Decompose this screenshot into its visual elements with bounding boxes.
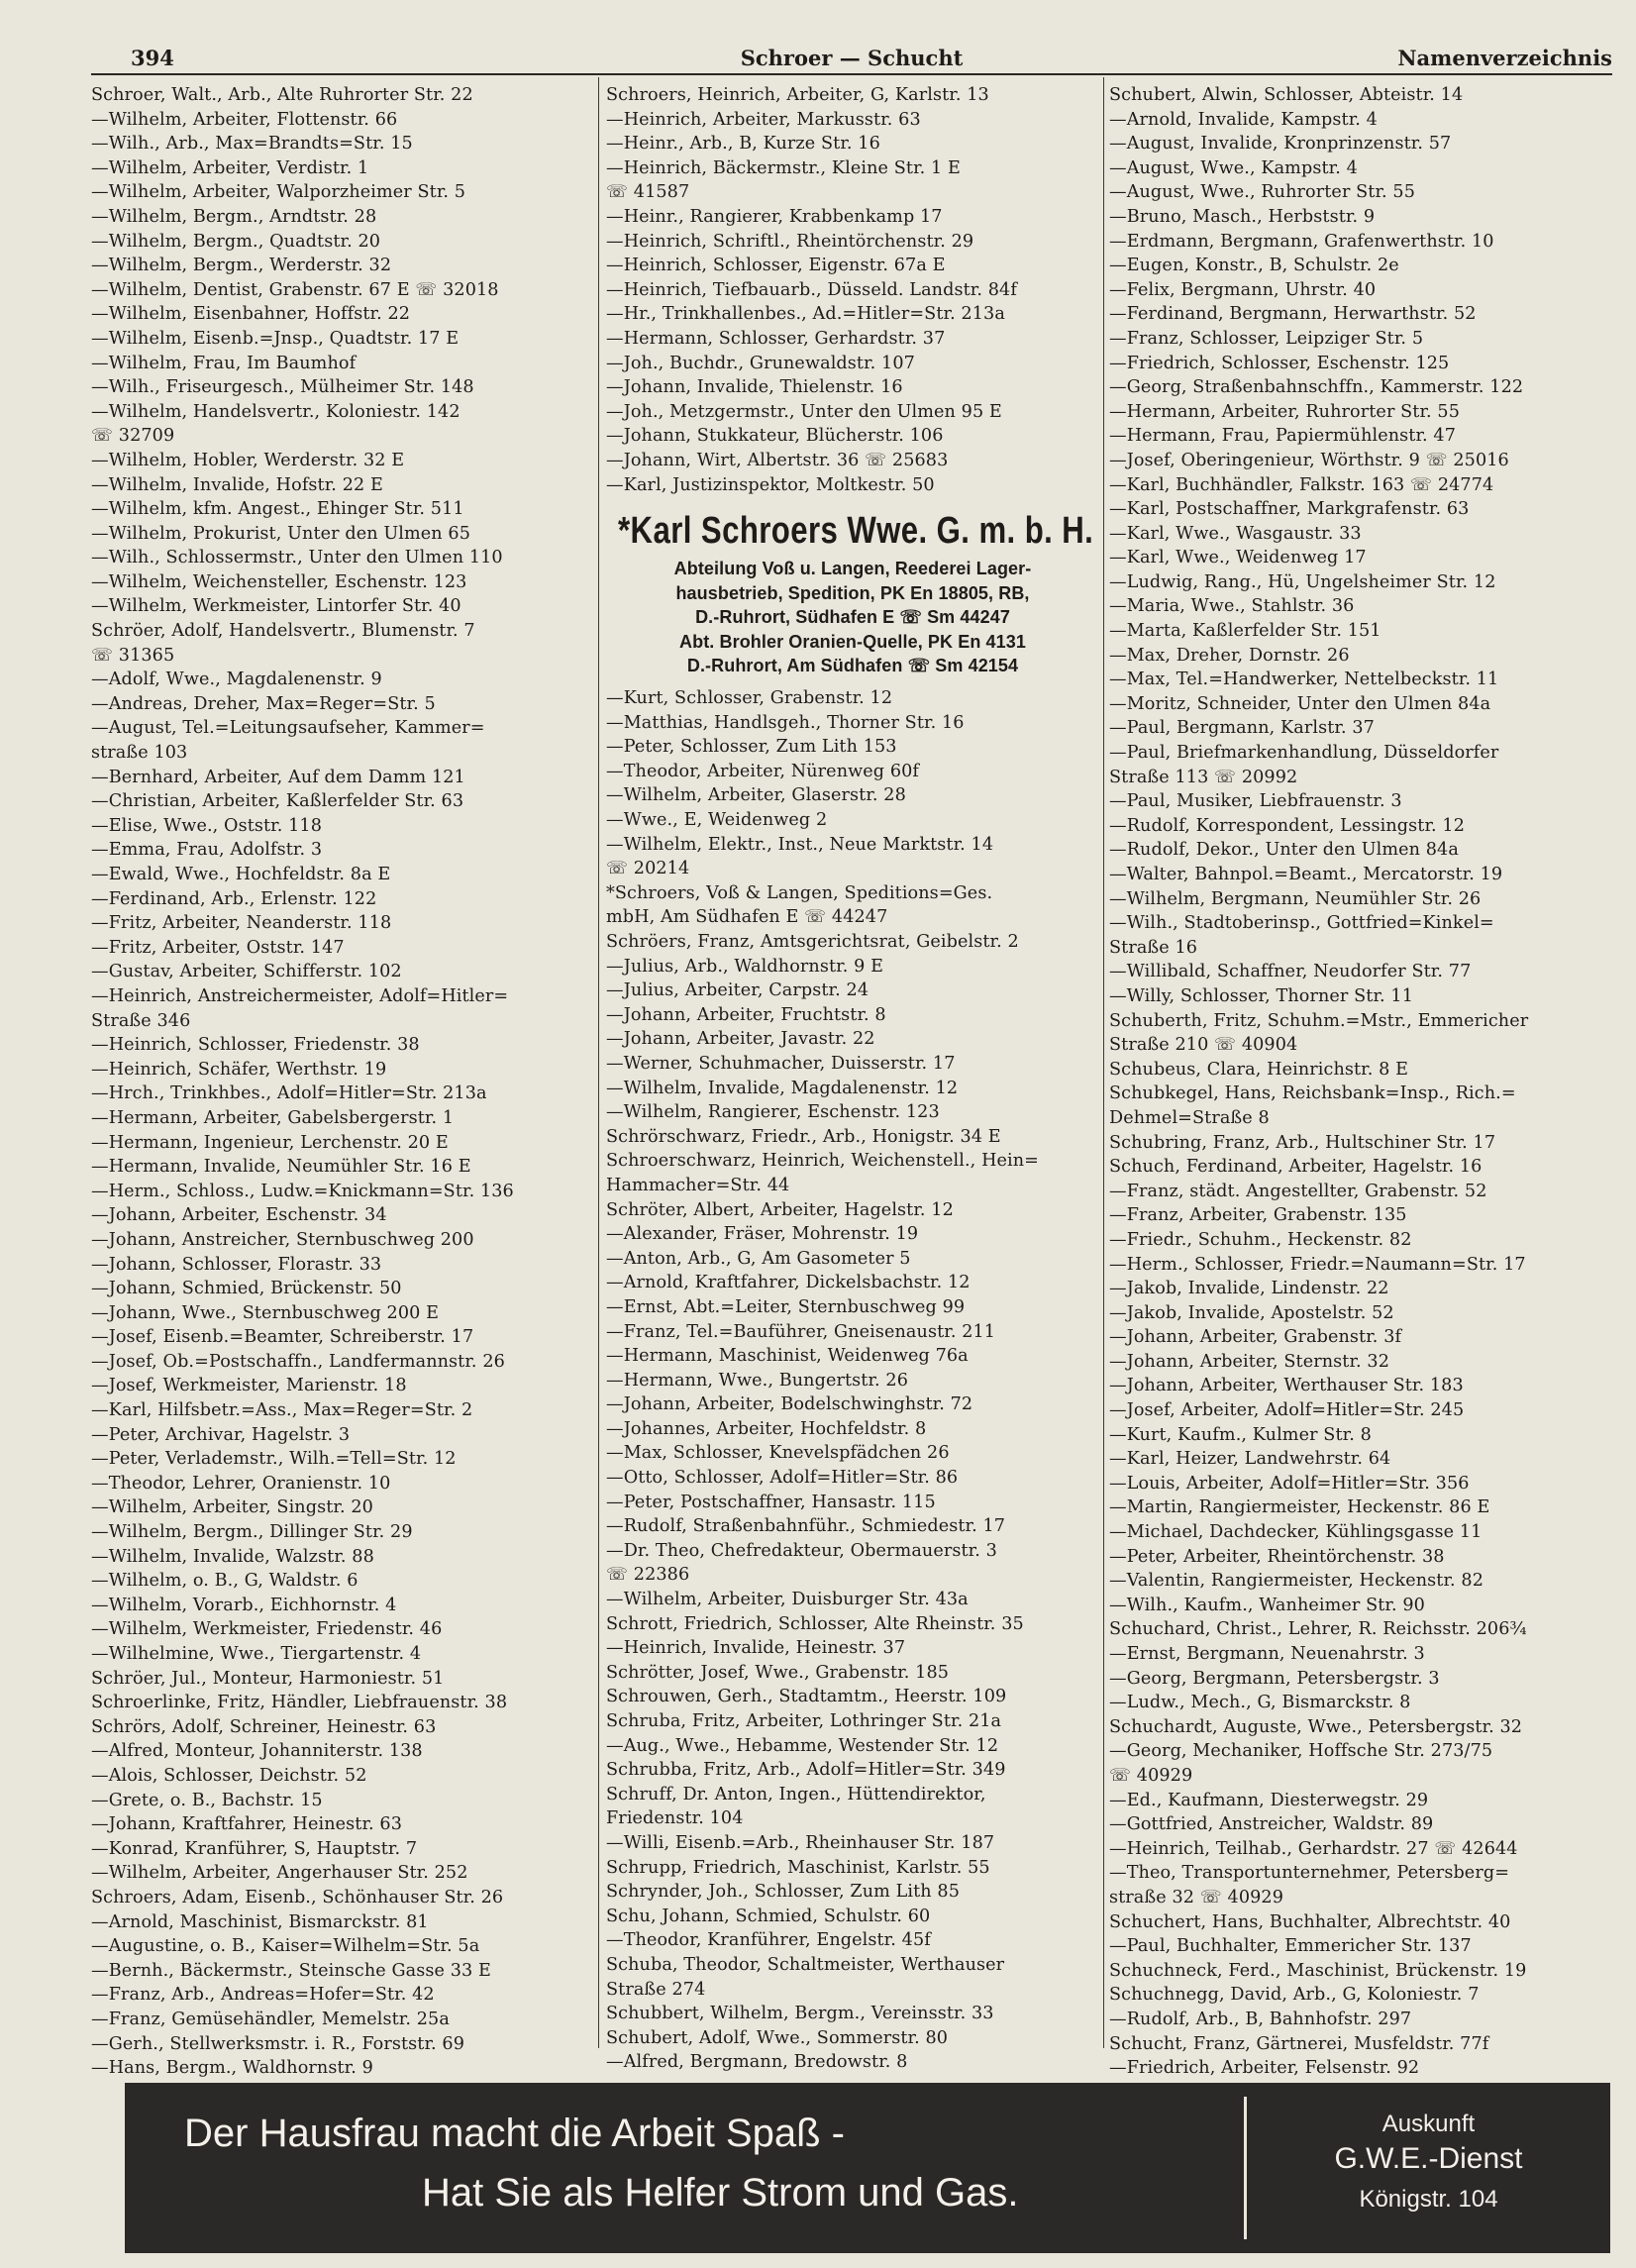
directory-entry: —Wwe., E, Weidenweg 2 [606, 810, 828, 831]
directory-entry: Dehmel=Straße 8 [1109, 1107, 1270, 1128]
directory-entry: —Franz, Schlosser, Leipziger Str. 5 [1109, 328, 1424, 349]
footer-advertisement [125, 2083, 1610, 2253]
directory-entry: —Alexander, Fräser, Mohrenstr. 19 [606, 1224, 919, 1245]
directory-entry: ☏ 22386 [606, 1565, 690, 1586]
column-2-top-entries [606, 83, 1099, 497]
directory-entry: —August, Tel.=Leitungsaufseher, Kammer= [91, 718, 485, 739]
directory-entry: Schuchardt, Auguste, Wwe., Petersbergstr. 32 [1109, 1716, 1523, 1737]
directory-entry: Schubkegel, Hans, Reichsbank=Insp., Rich.= [1109, 1083, 1516, 1104]
directory-entry: Schruff, Dr. Anton, Ingen., Hüttendirektor, [606, 1784, 986, 1804]
directory-entry: —Wilhelm, Dentist, Grabenstr. 67 E ☏ 32018 [91, 279, 499, 300]
info-address: Königstr. 104 [1359, 2186, 1498, 2213]
directory-entry: —Alois, Schlosser, Deichstr. 52 [91, 1765, 367, 1786]
directory-entry: Schröter, Albert, Arbeiter, Hagelstr. 12 [606, 1199, 954, 1220]
directory-entry: —Theodor, Arbeiter, Nürenweg 60f [606, 761, 920, 781]
directory-entry: —Louis, Arbeiter, Adolf=Hitler=Str. 356 [1109, 1473, 1470, 1494]
directory-entry: —Johann, Arbeiter, Grabenstr. 3f [1109, 1327, 1402, 1348]
directory-entry: —Ernst, Bergmann, Neuenahrstr. 3 [1109, 1644, 1425, 1664]
directory-entry: —Joh., Metzgermstr., Unter den Ulmen 95 E [606, 401, 1002, 422]
directory-entry: —Peter, Schlosser, Zum Lith 153 [606, 737, 897, 758]
directory-entry: —Josef, Oberingenieur, Wörthstr. 9 ☏ 25016 [1109, 450, 1509, 470]
directory-entry: —Georg, Straßenbahnschffn., Kammerstr. 122 [1109, 377, 1524, 398]
ad-line: hausbetrieb, Spedition, PK En 18805, RB, [675, 582, 1030, 603]
directory-entry: —Peter, Postschaffner, Hansastr. 115 [606, 1492, 936, 1512]
directory-entry: —Wilhelm, Elektr., Inst., Neue Marktstr. 14 [606, 834, 994, 855]
directory-entry: —Konrad, Kranführer, S, Hauptstr. 7 [91, 1838, 418, 1859]
directory-entry: —Karl, Justizinspektor, Moltkestr. 50 [606, 474, 935, 495]
directory-entry: —Hermann, Schlosser, Gerhardstr. 37 [606, 328, 946, 349]
directory-entry: Straße 210 ☏ 40904 [1109, 1035, 1298, 1056]
directory-entry: —Alfred, Bergmann, Bredowstr. 8 [606, 2052, 908, 2073]
directory-entry: —Kurt, Schlosser, Grabenstr. 12 [606, 688, 893, 709]
directory-entry: —Wilhelm, Werkmeister, Lintorfer Str. 40 [91, 596, 461, 617]
directory-entry: Schuba, Theodor, Schaltmeister, Werthauser [606, 1954, 1005, 1975]
directory-entry: —Wilhelm, Bergm., Arndtstr. 28 [91, 206, 377, 227]
directory-entry: —Johann, Anstreicher, Sternbuschweg 200 [91, 1229, 474, 1250]
directory-entry: Schroers, Adam, Eisenb., Schönhauser Str. 26 [91, 1887, 504, 1907]
directory-entry: —Heinrich, Schäfer, Werthstr. 19 [91, 1059, 387, 1080]
directory-entry: —Wilhelm, Frau, Im Baumhof [91, 353, 357, 373]
directory-entry: —Johann, Arbeiter, Eschenstr. 34 [91, 1205, 387, 1226]
directory-entry: —Franz, Tel.=Bauführer, Gneisenaustr. 211 [606, 1321, 996, 1342]
directory-entry: —Peter, Archivar, Hagelstr. 3 [91, 1424, 351, 1445]
directory-entry: —Gottfried, Anstreicher, Waldstr. 89 [1109, 1814, 1434, 1835]
directory-entry: —Heinrich, Schriftl., Rheintörchenstr. 29 [606, 231, 974, 252]
directory-entry: Schröers, Franz, Amtsgerichtsrat, Geibelstr. 2 [606, 932, 1019, 952]
directory-entry: —Erdmann, Bergmann, Grafenwerthstr. 10 [1109, 231, 1494, 252]
directory-entry: Schubert, Alwin, Schlosser, Abteistr. 14 [1109, 85, 1464, 105]
column-1 [91, 83, 586, 2081]
directory-entry: —Hr., Trinkhallenbes., Ad.=Hitler=Str. 213a [606, 304, 1005, 325]
directory-entry: —Wilhelm, Arbeiter, Angerhauser Str. 252 [91, 1863, 468, 1884]
directory-entry: —Heinrich, Schlosser, Friedenstr. 38 [91, 1035, 420, 1056]
directory-entry: —Karl, Wwe., Wasgaustr. 33 [1109, 523, 1362, 544]
directory-entry: —Felix, Bergmann, Uhrstr. 40 [1109, 279, 1377, 300]
directory-entry: Schucht, Franz, Gärtnerei, Musfeldstr. 77f [1109, 2033, 1489, 2054]
directory-entry: —Johann, Wwe., Sternbuschweg 200 E [91, 1302, 440, 1323]
column-3 [1109, 83, 1624, 2105]
page-number: 394 [131, 46, 174, 70]
directory-entry: —Julius, Arb., Waldhornstr. 9 E [606, 956, 884, 977]
directory-entry: —Jakob, Invalide, Lindenstr. 22 [1109, 1279, 1389, 1299]
directory-entry: Schroers, Heinrich, Arbeiter, G, Karlstr. 13 [606, 85, 989, 105]
directory-entry: —Johann, Arbeiter, Sternstr. 32 [1109, 1351, 1389, 1372]
directory-entry: —Wilhelm, Arbeiter, Duisburger Str. 43a [606, 1590, 969, 1610]
directory-entry: —Heinrich, Anstreichermeister, Adolf=Hitler= [91, 985, 509, 1006]
directory-entry: —Heinrich, Teilhab., Gerhardstr. 27 ☏ 42644 [1109, 1838, 1518, 1859]
directory-entry: Schrörschwarz, Friedr., Arb., Honigstr. 34 E [606, 1126, 1001, 1147]
directory-entry: ☏ 41587 [606, 182, 690, 203]
directory-entry: —Eugen, Konstr., B, Schulstr. 2e [1109, 256, 1399, 276]
directory-entry: mbH, Am Südhafen E ☏ 44247 [606, 907, 888, 928]
directory-entry: —Wilhelm, Weichensteller, Eschenstr. 123 [91, 571, 467, 592]
directory-entry: —Gerh., Stellwerksmstr. i. R., Forststr. 69 [91, 2033, 465, 2054]
directory-entry: —Heinr., Rangierer, Krabbenkamp 17 [606, 206, 943, 227]
directory-entry: —Wilhelm, Arbeiter, Verdistr. 1 [91, 157, 369, 178]
directory-entry: —Wilhelm, Invalide, Hofstr. 22 E [91, 474, 383, 495]
directory-entry: —Hermann, Maschinist, Weidenweg 76a [606, 1346, 969, 1367]
directory-entry: —Friedr., Schuhm., Heckenstr. 82 [1109, 1229, 1412, 1250]
directory-entry: —Ferdinand, Bergmann, Herwarthstr. 52 [1109, 304, 1477, 325]
slogan-line-2: Hat Sie als Helfer Strom und Gas. [422, 2171, 1019, 2215]
directory-entry: —Martin, Rangiermeister, Heckenstr. 86 E [1109, 1497, 1490, 1518]
directory-entry: —Heinrich, Arbeiter, Markusstr. 63 [606, 109, 921, 130]
column-divider [1103, 77, 1104, 2048]
directory-entry: —Kurt, Kaufm., Kulmer Str. 8 [1109, 1424, 1372, 1445]
directory-entry: —Franz, städt. Angestellter, Grabenstr. 52 [1109, 1181, 1487, 1201]
directory-entry: —Hans, Bergm., Waldhornstr. 9 [91, 2058, 373, 2079]
directory-entry: —Wilhelm, Arbeiter, Singstr. 20 [91, 1497, 373, 1518]
directory-entry: —Friedrich, Schlosser, Eschenstr. 125 [1109, 353, 1450, 373]
footer-slogan [125, 2083, 1244, 2253]
directory-entry: —Heinrich, Schlosser, Eigenstr. 67a E [606, 256, 946, 276]
directory-entry: —Friedrich, Arbeiter, Felsenstr. 92 [1109, 2058, 1420, 2079]
directory-entry: —Hermann, Invalide, Neumühler Str. 16 E [91, 1157, 471, 1178]
directory-entry: —Julius, Arbeiter, Carpstr. 24 [606, 980, 869, 1001]
directory-entry: Schu, Johann, Schmied, Schulstr. 60 [606, 1906, 931, 1926]
directory-entry: —Moritz, Schneider, Unter den Ulmen 84a [1109, 693, 1491, 714]
directory-entry: —Wilh., Arb., Max=Brandts=Str. 15 [91, 134, 413, 155]
directory-entry: —Ludwig, Rang., Hü, Ungelsheimer Str. 12 [1109, 571, 1496, 592]
directory-entry: straße 32 ☏ 40929 [1109, 1887, 1283, 1907]
directory-entry: Schuchard, Christ., Lehrer, R. Reichsstr. 206¾ [1109, 1619, 1527, 1640]
directory-entry: Schrörs, Adolf, Schreiner, Heinestr. 63 [91, 1716, 437, 1737]
directory-entry: —Andreas, Dreher, Max=Reger=Str. 5 [91, 693, 436, 714]
directory-entry: —Wilh., Kaufm., Wanheimer Str. 90 [1109, 1595, 1425, 1615]
directory-entry: —Paul, Musiker, Liebfrauenstr. 3 [1109, 791, 1402, 812]
directory-entry: —Theodor, Kranführer, Engelstr. 45f [606, 1930, 931, 1951]
directory-entry: —Hermann, Ingenieur, Lerchenstr. 20 E [91, 1132, 449, 1153]
directory-entry: Schrynder, Joh., Schlosser, Zum Lith 85 [606, 1882, 961, 1903]
directory-entry: Schrott, Friedrich, Schlosser, Alte Rheinstr. 35 [606, 1613, 1024, 1634]
section-title: Namenverzeichnis [1397, 46, 1612, 70]
directory-entry: —Karl, Hilfsbetr.=Ass., Max=Reger=Str. 2 [91, 1400, 473, 1421]
directory-entry: Straße 346 [91, 1010, 191, 1031]
directory-entry: ☏ 20214 [606, 859, 690, 879]
directory-entry: —Arnold, Invalide, Kampstr. 4 [1109, 109, 1378, 130]
directory-entry: Schubeus, Clara, Heinrichstr. 8 E [1109, 1059, 1409, 1080]
directory-entry: —Rudolf, Straßenbahnführ., Schmiedestr. 17 [606, 1516, 1006, 1537]
directory-entry: —Wilhelmine, Wwe., Tiergartenstr. 4 [91, 1644, 422, 1664]
ad-line: Abt. Brohler Oranien-Quelle, PK En 4131 [679, 631, 1026, 652]
directory-entry: —Josef, Ob.=Postschaffn., Landfermannstr. 26 [91, 1351, 505, 1372]
directory-entry: —Bernh., Bäckermstr., Steinsche Gasse 33 E [91, 1960, 491, 1981]
directory-entry: —Willibald, Schaffner, Neudorfer Str. 77 [1109, 962, 1472, 982]
directory-entry: —Herm., Schlosser, Friedr.=Naumann=Str. 17 [1109, 1254, 1526, 1275]
directory-entry: —Bruno, Masch., Herbststr. 9 [1109, 206, 1376, 227]
directory-entry: Schuchnegg, David, Arb., G, Koloniestr. 7 [1109, 1985, 1480, 2006]
directory-entry: Schuch, Ferdinand, Arbeiter, Hagelstr. 16 [1109, 1157, 1483, 1178]
directory-entry: —Gustav, Arbeiter, Schifferstr. 102 [91, 962, 402, 982]
directory-entry: —Georg, Mechaniker, Hoffsche Str. 273/75 [1109, 1741, 1493, 1762]
directory-entry: —Hermann, Arbeiter, Ruhrorter Str. 55 [1109, 401, 1461, 422]
directory-entry: —Jakob, Invalide, Apostelstr. 52 [1109, 1302, 1394, 1323]
directory-entry: —Herm., Schloss., Ludw.=Knickmann=Str. 136 [91, 1181, 514, 1201]
directory-entry: Friedenstr. 104 [606, 1808, 744, 1829]
directory-entry: —Ed., Kaufmann, Diesterwegstr. 29 [1109, 1790, 1429, 1810]
directory-entry: —Aug., Wwe., Hebamme, Westender Str. 12 [606, 1735, 999, 1756]
directory-entry: —Fritz, Arbeiter, Oststr. 147 [91, 937, 345, 958]
directory-entry: Schrouwen, Gerh., Stadtamtm., Heerstr. 109 [606, 1687, 1007, 1707]
directory-entry: —Johann, Invalide, Thielenstr. 16 [606, 377, 903, 398]
column-2 [606, 83, 1099, 2075]
directory-entry: —Wilhelm, kfm. Angest., Ehinger Str. 511 [91, 499, 464, 520]
ad-line: D.-Ruhrort, Am Südhafen ☏ Sm 42154 [686, 656, 1019, 676]
directory-entry: Schrötter, Josef, Wwe., Grabenstr. 185 [606, 1662, 950, 1683]
advertisement-block [606, 505, 1099, 678]
directory-entry: Schruba, Fritz, Arbeiter, Lothringer Str. 21a [606, 1711, 1002, 1731]
directory-entry: —Wilhelm, Invalide, Walzstr. 88 [91, 1546, 374, 1567]
ad-line: Abteilung Voß u. Langen, Reederei Lager- [673, 559, 1032, 579]
directory-entry: —Marta, Kaßlerfelder Str. 151 [1109, 621, 1381, 642]
directory-entry: —Matthias, Handlsgeh., Thorner Str. 16 [606, 712, 965, 733]
directory-entry: —August, Wwe., Kampstr. 4 [1109, 157, 1358, 178]
directory-entry: —Wilhelm, Bergmann, Neumühler Str. 26 [1109, 888, 1482, 909]
directory-entry: —Karl, Postschaffner, Markgrafenstr. 63 [1109, 499, 1470, 520]
directory-entry: —Michael, Dachdecker, Kühlingsgasse 11 [1109, 1522, 1483, 1543]
directory-entry: ☏ 31365 [91, 645, 175, 666]
directory-entry: —Johann, Schlosser, Florastr. 33 [91, 1254, 382, 1275]
directory-entry: Schröer, Adolf, Handelsvertr., Blumenstr. 7 [91, 621, 475, 642]
directory-entry: —Elise, Wwe., Oststr. 118 [91, 815, 323, 836]
directory-entry: —Valentin, Rangiermeister, Heckenstr. 82 [1109, 1571, 1483, 1592]
directory-entry: —Max, Dreher, Dornstr. 26 [1109, 645, 1350, 666]
directory-entry: —Georg, Bergmann, Petersbergstr. 3 [1109, 1668, 1440, 1689]
directory-entry: —Wilh., Friseurgesch., Mülheimer Str. 148 [91, 377, 474, 398]
directory-entry: Schubert, Adolf, Wwe., Sommerstr. 80 [606, 2027, 949, 2048]
directory-entry: —Wilhelm, Arbeiter, Flottenstr. 66 [91, 109, 398, 130]
directory-entry: —Wilhelm, Arbeiter, Glaserstr. 28 [606, 785, 906, 806]
directory-entry: Hammacher=Str. 44 [606, 1175, 790, 1195]
directory-entry: Schroer, Walt., Arb., Alte Ruhrorter Str. 22 [91, 85, 473, 105]
directory-entry: —Wilhelm, Handelsvertr., Koloniestr. 142 [91, 401, 460, 422]
directory-entry: —Karl, Wwe., Weidenweg 17 [1109, 548, 1367, 568]
directory-entry: —August, Invalide, Kronprinzenstr. 57 [1109, 134, 1452, 155]
directory-entry: Schroerschwarz, Heinrich, Weichenstell., Hein= [606, 1151, 1040, 1172]
directory-entry: —Franz, Arb., Andreas=Hofer=Str. 42 [91, 1985, 435, 2006]
directory-entry: —Bernhard, Arbeiter, Auf dem Damm 121 [91, 767, 465, 787]
directory-entry: —Hermann, Arbeiter, Gabelsbergerstr. 1 [91, 1107, 455, 1128]
directory-entry: —Wilhelm, Bergm., Quadtstr. 20 [91, 231, 381, 252]
directory-entry: —Wilhelm, Arbeiter, Walporzheimer Str. 5 [91, 182, 466, 203]
directory-entry: —Karl, Buchhändler, Falkstr. 163 ☏ 24774 [1109, 474, 1494, 495]
directory-entry: —Heinr., Arb., B, Kurze Str. 16 [606, 134, 880, 155]
directory-entry: —Ernst, Abt.=Leiter, Sternbuschweg 99 [606, 1296, 966, 1317]
info-service-name: G.W.E.-Dienst [1334, 2142, 1523, 2175]
directory-entry: —Wilhelm, o. B., G, Waldstr. 6 [91, 1571, 358, 1592]
directory-entry: —Anton, Arb., G, Am Gasometer 5 [606, 1248, 911, 1269]
ad-company-name: *Karl Schroers Wwe. G. m. b. H. [618, 510, 1094, 553]
directory-entry: *Schroers, Voß & Langen, Speditions=Ges. [606, 882, 993, 903]
directory-entry: Schubbert, Wilhelm, Bergm., Vereinsstr. 33 [606, 2004, 994, 2024]
directory-entry: —Christian, Arbeiter, Kaßlerfelder Str. 63 [91, 791, 464, 812]
directory-entry: Schröer, Jul., Monteur, Harmoniestr. 51 [91, 1668, 445, 1689]
directory-entry: —Adolf, Wwe., Magdalenenstr. 9 [91, 670, 382, 690]
directory-entry: —Ferdinand, Arb., Erlenstr. 122 [91, 888, 377, 909]
directory-entry: —Johann, Kraftfahrer, Heinestr. 63 [91, 1814, 403, 1835]
directory-entry: —Max, Schlosser, Knevelspfädchen 26 [606, 1443, 950, 1464]
directory-entry: —Joh., Buchdr., Grunewaldstr. 107 [606, 353, 915, 373]
directory-entry: —Arnold, Kraftfahrer, Dickelsbachstr. 12 [606, 1273, 971, 1293]
directory-entry: —Karl, Heizer, Landwehrstr. 64 [1109, 1449, 1391, 1470]
directory-entry: —August, Wwe., Ruhrorter Str. 55 [1109, 182, 1416, 203]
directory-entry: —Johann, Wirt, Albertstr. 36 ☏ 25683 [606, 450, 949, 470]
directory-entry: —Wilhelm, Prokurist, Unter den Ulmen 65 [91, 523, 471, 544]
directory-entry: Straße 113 ☏ 20992 [1109, 767, 1298, 787]
directory-entry: —Wilhelm, Bergm., Werderstr. 32 [91, 256, 392, 276]
directory-entry: —Johann, Arbeiter, Javastr. 22 [606, 1029, 875, 1050]
directory-entry: —Josef, Eisenb.=Beamter, Schreiberstr. 17 [91, 1327, 474, 1348]
directory-entry: —Ludw., Mech., G, Bismarckstr. 8 [1109, 1693, 1411, 1713]
directory-entry: —Augustine, o. B., Kaiser=Wilhelm=Str. 5a [91, 1936, 480, 1957]
directory-entry: —Hermann, Wwe., Bungertstr. 26 [606, 1370, 909, 1391]
directory-entry: —Theo, Transportunternehmer, Petersberg= [1109, 1863, 1510, 1884]
directory-entry: —Wilhelm, Hobler, Werderstr. 32 E [91, 450, 405, 470]
directory-entry: Schubring, Franz, Arb., Hultschiner Str. 17 [1109, 1132, 1496, 1153]
directory-entry: —Wilhelm, Eisenbahner, Hoffstr. 22 [91, 304, 411, 325]
directory-entry: Schuchert, Hans, Buchhalter, Albrechtstr. 40 [1109, 1911, 1511, 1932]
directory-entry: —Willi, Eisenb.=Arb., Rheinhauser Str. 187 [606, 1832, 995, 1853]
column-divider [598, 77, 599, 2048]
directory-entry: —Grete, o. B., Bachstr. 15 [91, 1790, 323, 1810]
directory-entry: —Wilhelm, Rangierer, Eschenstr. 123 [606, 1102, 940, 1123]
directory-entry: —Paul, Bergmann, Karlstr. 37 [1109, 718, 1375, 739]
directory-entry: Schuberth, Fritz, Schuhm.=Mstr., Emmericher [1109, 1010, 1529, 1031]
directory-entry: —Theodor, Lehrer, Oranienstr. 10 [91, 1473, 391, 1494]
directory-entry: —Walter, Bahnpol.=Beamt., Mercatorstr. 19 [1109, 865, 1503, 884]
directory-entry: —Franz, Arbeiter, Grabenstr. 135 [1109, 1205, 1407, 1226]
directory-entry: —Josef, Arbeiter, Adolf=Hitler=Str. 245 [1109, 1400, 1465, 1421]
page-header [91, 44, 1612, 75]
directory-entry: Schrubba, Fritz, Arb., Adolf=Hitler=Str. 349 [606, 1760, 1006, 1781]
directory-entry: —Ewald, Wwe., Hochfeldstr. 8a E [91, 865, 391, 884]
footer-info-box [1247, 2083, 1610, 2253]
directory-entry: —Wilhelm, Invalide, Magdalenenstr. 12 [606, 1078, 959, 1098]
directory-entry: —Hrch., Trinkhbes., Adolf=Hitler=Str. 213a [91, 1083, 487, 1104]
directory-entry: —Johannes, Arbeiter, Hochfeldstr. 8 [606, 1418, 927, 1439]
directory-entry: —Hermann, Frau, Papiermühlenstr. 47 [1109, 426, 1457, 447]
directory-entry: —Dr. Theo, Chefredakteur, Obermauerstr. 3 [606, 1540, 997, 1561]
directory-entry: —Maria, Wwe., Stahlstr. 36 [1109, 596, 1355, 617]
directory-entry: Schrupp, Friedrich, Maschinist, Karlstr. 55 [606, 1857, 990, 1878]
running-title: Schroer — Schucht [740, 46, 964, 70]
directory-entry: —Wilhelm, Eisenb.=Jnsp., Quadtstr. 17 E [91, 328, 460, 349]
directory-entry: Straße 274 [606, 1979, 706, 2000]
directory-entry: —Franz, Gemüsehändler, Memelstr. 25a [91, 2009, 450, 2029]
directory-entry: —Arnold, Maschinist, Bismarckstr. 81 [91, 1911, 429, 1932]
directory-entry: —Heinrich, Bäckermstr., Kleine Str. 1 E [606, 157, 961, 178]
directory-entry: —Peter, Verlademstr., Wilh.=Tell=Str. 12 [91, 1449, 457, 1470]
directory-entry: —Rudolf, Dekor., Unter den Ulmen 84a [1109, 840, 1459, 861]
directory-entry: —Rudolf, Korrespondent, Lessingstr. 12 [1109, 815, 1466, 836]
directory-entry: —Alfred, Monteur, Johanniterstr. 138 [91, 1741, 423, 1762]
directory-entry: —Emma, Frau, Adolfstr. 3 [91, 840, 323, 861]
directory-entry: —Paul, Buchhalter, Emmericher Str. 137 [1109, 1936, 1472, 1957]
directory-entry: —Werner, Schuhmacher, Duisserstr. 17 [606, 1053, 956, 1074]
directory-entry: —Josef, Werkmeister, Marienstr. 18 [91, 1376, 407, 1396]
directory-entry: —Johann, Arbeiter, Bodelschwinghstr. 72 [606, 1394, 973, 1415]
directory-entry: —Wilhelm, Bergm., Dillinger Str. 29 [91, 1522, 413, 1543]
directory-entry: straße 103 [91, 743, 188, 764]
directory-entry: —Wilhelm, Vorarb., Eichhornstr. 4 [91, 1595, 397, 1615]
directory-entry: —Heinrich, Invalide, Heinestr. 37 [606, 1638, 906, 1659]
directory-entry: —Heinrich, Tiefbauarb., Düsseld. Landstr. 84f [606, 279, 1017, 300]
directory-entry: Schroerlinke, Fritz, Händler, Liebfrauenstr. 38 [91, 1693, 508, 1713]
directory-entry: ☏ 40929 [1109, 1765, 1193, 1786]
directory-entry: Schuchneck, Ferd., Maschinist, Brückenstr. 19 [1109, 1960, 1527, 1981]
directory-entry: —Fritz, Arbeiter, Neanderstr. 118 [91, 913, 392, 934]
directory-entry: —Otto, Schlosser, Adolf=Hitler=Str. 86 [606, 1468, 959, 1489]
directory-entry: ☏ 32709 [91, 426, 175, 447]
ad-line: D.-Ruhrort, Südhafen E ☏ Sm 44247 [695, 607, 1010, 628]
directory-entry: —Rudolf, Arb., B, Bahnhofstr. 297 [1109, 2009, 1412, 2029]
directory-entry: —Max, Tel.=Handwerker, Nettelbeckstr. 11 [1109, 670, 1499, 690]
slogan-line-1: Der Hausfrau macht die Arbeit Spaß - [184, 2112, 845, 2155]
directory-entry: —Johann, Stukkateur, Blücherstr. 106 [606, 426, 944, 447]
directory-entry: —Wilh., Schlossermstr., Unter den Ulmen 110 [91, 548, 503, 568]
directory-entry: —Johann, Arbeiter, Fruchtstr. 8 [606, 1004, 886, 1025]
column-2-bottom-entries [606, 686, 1099, 2075]
directory-entry: —Johann, Schmied, Brückenstr. 50 [91, 1279, 402, 1299]
directory-entry: Straße 16 [1109, 937, 1198, 958]
directory-entry: —Peter, Arbeiter, Rheintörchenstr. 38 [1109, 1546, 1445, 1567]
directory-entry: —Paul, Briefmarkenhandlung, Düsseldorfer [1109, 743, 1499, 764]
directory-entry: —Wilh., Stadtoberinsp., Gottfried=Kinkel= [1109, 913, 1494, 934]
directory-entry: —Willy, Schlosser, Thorner Str. 11 [1109, 985, 1414, 1006]
directory-entry: —Johann, Arbeiter, Werthauser Str. 183 [1109, 1376, 1464, 1396]
directory-entry: —Wilhelm, Werkmeister, Friedenstr. 46 [91, 1619, 443, 1640]
info-label: Auskunft [1381, 2111, 1476, 2137]
